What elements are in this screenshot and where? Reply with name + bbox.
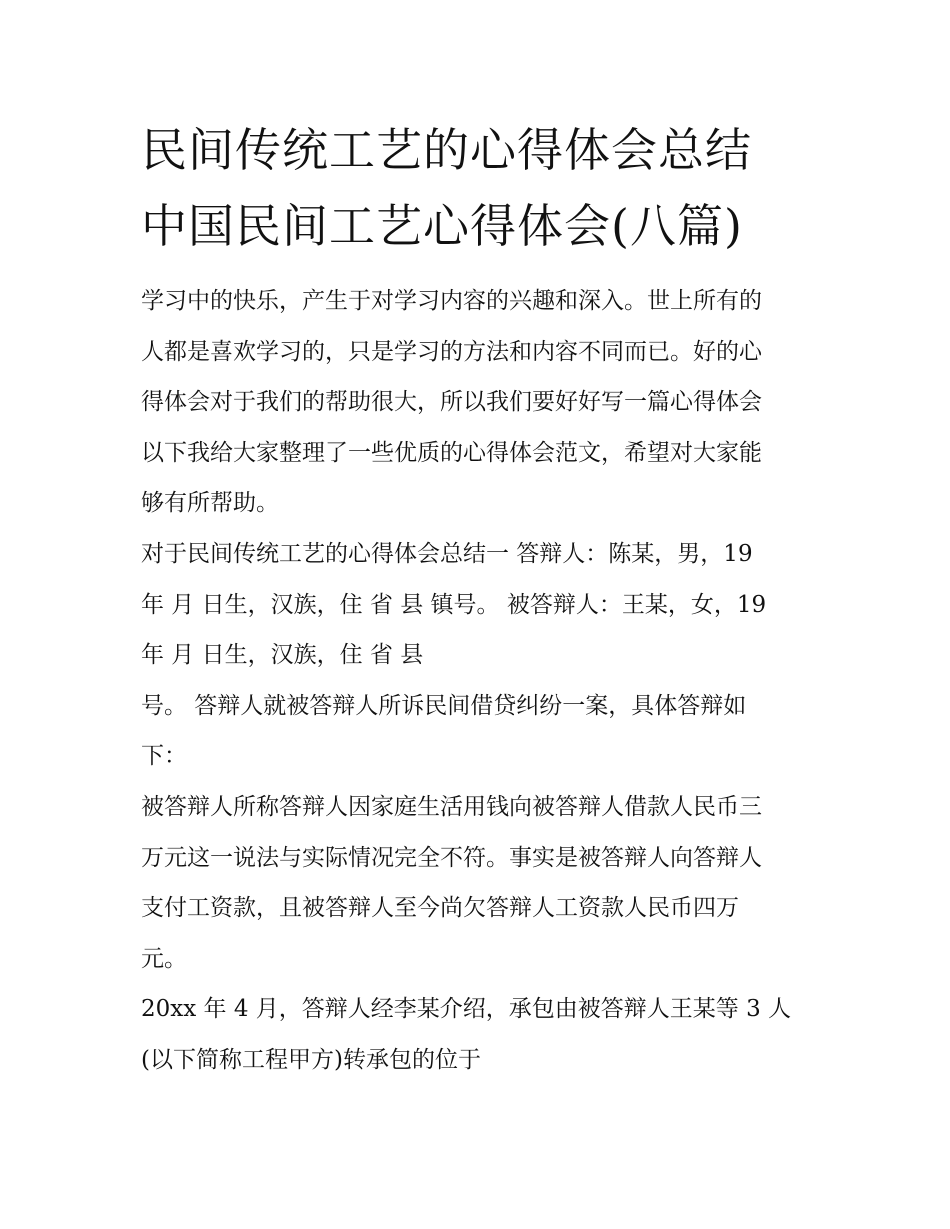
paragraph-intro: 学习中的快乐，产生于对学习内容的兴趣和深入。世上所有的 人都是喜欢学习的，只是学习的方法和内容不同而已。好的心 得体会对于我们的帮助很大，所以我们要好好写一篇心得体会 以下我给大家整理了一些优质的心得体会范文，希望对大家能 够有所帮助。 (141, 288, 762, 517)
paragraph-facts: 20xx 年 4 月，答辩人经李某介绍，承包由被答辩人王某等 3 人 (以下简称工程甲方)转承包的位于 (141, 996, 792, 1073)
paragraph-parties: 对于民间传统工艺的心得体会总结一 答辩人：陈某，男，19 年 月 日生，汉族，住 省 县 镇号。 被答辩人：王某，女，19 年 月 日生，汉族，住 省 县 (141, 540, 767, 669)
paragraph-statement: 号。 答辩人就被答辩人所诉民间借贷纠纷一案，具体答辩如 下： (141, 692, 747, 770)
document-body (141, 112, 821, 1086)
paragraph-rebuttal: 被答辩人所称答辩人因家庭生活用钱向被答辩人借款人民币三 万元这一说法与实际情况完全不符。事实是被答辩人向答辩人 支付工资款，且被答辩人至今尚欠答辩人工资款人民币四万 元。 (141, 793, 762, 972)
document-title: 民间传统工艺的心得体会总结 中国民间工艺心得体会(八篇) (141, 123, 752, 253)
